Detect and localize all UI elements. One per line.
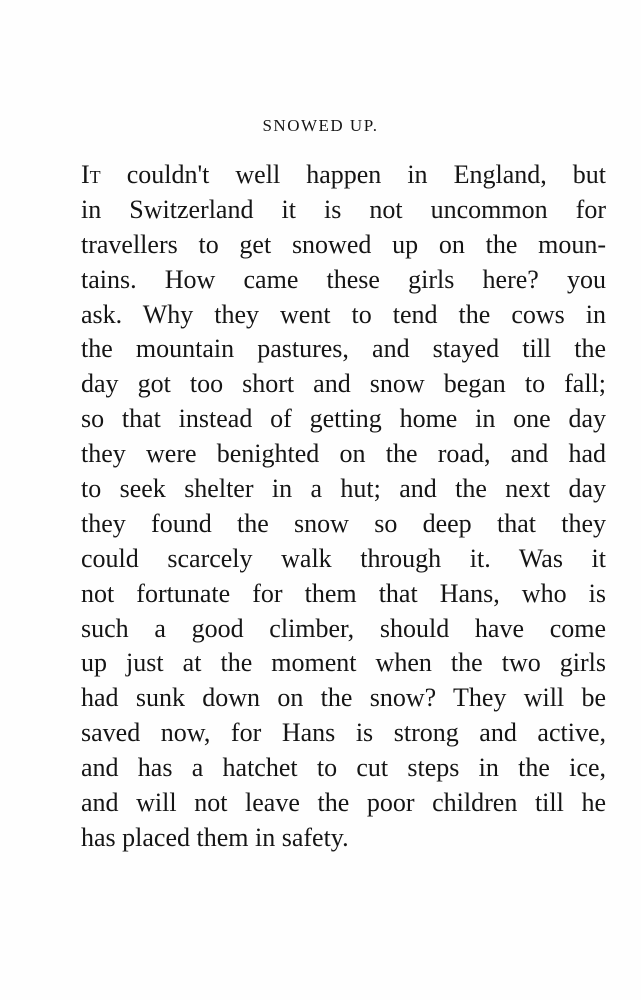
text-line: so that instead of getting home in one day [81,404,606,434]
text-line: ask. Why they went to tend the cows in [81,299,606,329]
text-line: and has a hatchet to cut steps in the ice, [81,753,606,783]
text-line: saved now, for Hans is strong and active, [81,718,606,748]
text-line: It couldn't well happen in England, but [81,160,606,189]
text-line-final: has placed them in safety. [81,822,349,852]
text-line: not fortunate for them that Hans, who is [81,578,606,608]
text-line: travellers to get snowed up on the moun- [81,229,606,259]
text-line: had sunk down on the snow? They will be [81,683,606,713]
text-line: day got too short and snow began to fall; [81,369,606,399]
text-line: could scarcely walk through it. Was it [81,543,606,573]
text-line: they found the snow so deep that they [81,508,606,538]
text-line: in Switzerland it is not uncommon for [81,194,606,224]
chapter-heading: SNOWED UP. [262,116,379,135]
text-line: such a good climber, should have come [81,613,606,643]
text-line: the mountain pastures, and stayed till the [81,334,606,364]
text-line: tains. How came these girls here? you [81,264,606,294]
text-line: and will not leave the poor children till he [81,788,606,818]
text-line: they were benighted on the road, and had [81,439,606,469]
drop-capital-word: It [81,160,101,189]
body-paragraph [81,158,606,856]
text-line: up just at the moment when the two girls [81,648,606,678]
text-line: to seek shelter in a hut; and the next day [81,474,606,504]
